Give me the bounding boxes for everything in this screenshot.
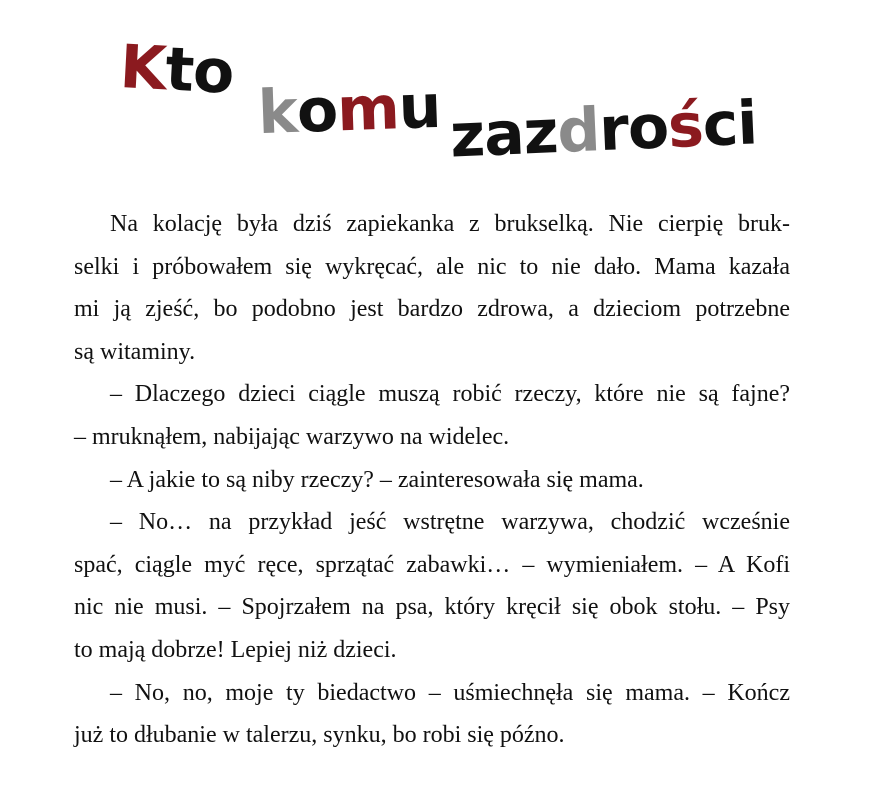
story-line: selki i próbowałem się wykręcać, ale nic to nie dało. Mama kazała [74, 253, 790, 280]
story-line: – No… na przykład jeść wstrętne warzywa, chodzić wcześnie [110, 509, 790, 536]
story-paragraph [74, 459, 790, 502]
story-paragraph [74, 672, 790, 757]
story-text [74, 203, 790, 757]
title-letter: t [163, 34, 195, 106]
title-letter: d [555, 95, 601, 167]
title-letter: z [521, 97, 559, 169]
story-line: – mruknąłem, nabijając warzywo na widelec. [74, 423, 510, 450]
title-letter: o [295, 75, 339, 147]
story-line: – Dlaczego dzieci ciągle muszą robić rzeczy, które nie są fajne? [110, 381, 790, 408]
story-line: spać, ciągle myć ręce, sprzątać zabawki… – wymieniałem. – A Kofi [74, 551, 790, 578]
story-line: już to dłubanie w talerzu, synku, bo robi się późno. [74, 722, 565, 749]
title-letter: u [397, 71, 442, 144]
story-paragraph [74, 373, 790, 458]
title-letter: i [735, 88, 759, 160]
title-letter: c [701, 89, 739, 161]
title-letter: o [191, 35, 236, 108]
story-paragraph [74, 501, 790, 671]
story-line: nic nie musi. – Spojrzałem na psa, który kręcił się obok stołu. – Psy [74, 594, 790, 621]
story-line: są witaminy. [74, 338, 196, 365]
story-line: Na kolację była dziś zapiekanka z brukselką. Nie cierpię bruk- [110, 211, 790, 237]
title-letter: m [335, 73, 400, 146]
title-letter: ś [666, 90, 705, 163]
title-letter: K [118, 32, 168, 105]
title-letter: a [482, 98, 526, 171]
story-line: mi ją zjeść, bo podobno jest bardzo zdrowa, a dzieciom potrzebne [74, 296, 790, 323]
title-word-komu [256, 71, 442, 149]
title-letter: r [597, 93, 630, 166]
title-letter: k [256, 76, 299, 149]
title-letter: z [448, 100, 486, 172]
title-word-kto [118, 32, 236, 108]
story-line: – A jakie to są niby rzeczy? – zainteresowała się mama. [110, 466, 644, 493]
title-word-zazdrosci [448, 88, 759, 172]
story-line: to mają dobrze! Lepiej niż dzieci. [74, 636, 397, 663]
title-letter: o [626, 92, 670, 164]
story-paragraph [74, 203, 790, 373]
story-line: – No, no, moje ty biedactwo – uśmiechnęła się mama. – Kończ [110, 679, 790, 706]
